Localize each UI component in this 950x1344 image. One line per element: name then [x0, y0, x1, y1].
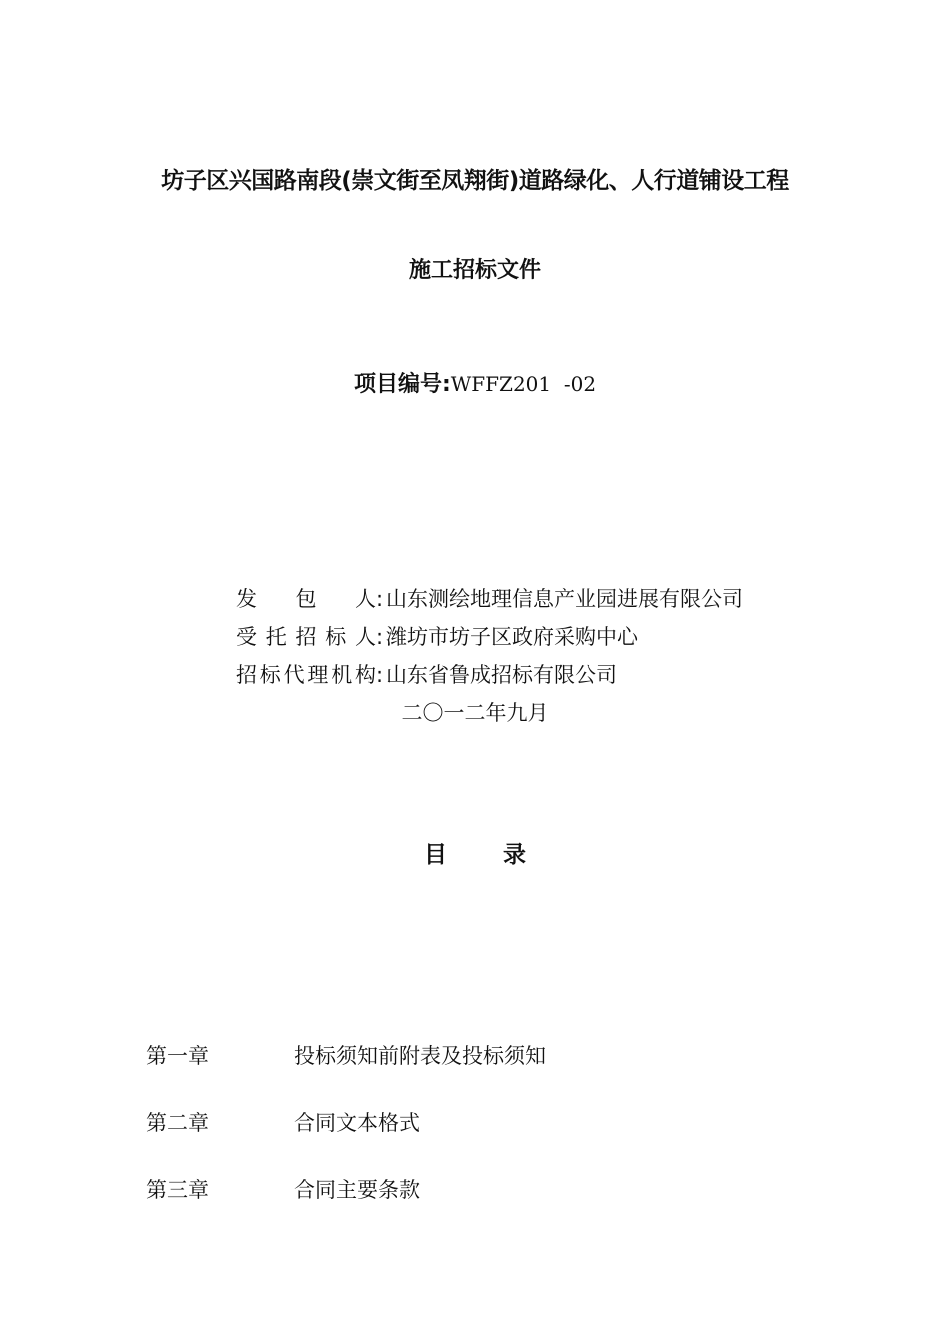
party-value: 山东省鲁成招标有限公司	[386, 663, 617, 687]
party-separator: :	[376, 663, 384, 687]
party-value: 潍坊市坊子区政府采购中心	[386, 625, 638, 649]
party-row-issuer	[236, 580, 743, 618]
party-label: 招标代理机构	[236, 663, 376, 687]
toc-item[interactable]	[146, 1174, 420, 1204]
project-number-label: 项目编号:	[353, 372, 451, 397]
toc-chapter: 第一章	[146, 1044, 209, 1068]
toc-chapter: 第三章	[146, 1178, 209, 1202]
party-label: 受托招标人	[236, 625, 376, 649]
parties-block	[236, 580, 743, 694]
project-number-value: WFFZ201 -02	[450, 372, 597, 396]
toc-heading-char: 录	[503, 842, 526, 868]
party-separator: :	[376, 587, 384, 611]
toc-heading	[424, 836, 526, 869]
party-row-agency	[236, 656, 743, 694]
document-title: 坊子区兴国路南段(崇文街至凤翔街)道路绿化、人行道铺设工程	[161, 168, 789, 194]
toc-item[interactable]	[146, 1040, 546, 1070]
document-subtitle: 施工招标文件	[408, 258, 541, 283]
toc-text: 投标须知前附表及投标须知	[294, 1044, 546, 1068]
toc-chapter: 第二章	[146, 1111, 209, 1135]
toc-text: 合同主要条款	[294, 1178, 420, 1202]
toc-text: 合同文本格式	[294, 1111, 420, 1135]
toc-heading-char: 目	[424, 842, 447, 868]
party-label: 发包人	[236, 587, 376, 611]
party-value: 山东测绘地理信息产业园进展有限公司	[386, 587, 743, 611]
party-separator: :	[376, 625, 384, 649]
toc-item[interactable]	[146, 1107, 420, 1137]
party-row-entrusted	[236, 618, 743, 656]
project-number	[0, 367, 950, 398]
document-date: 二〇一二年九月	[401, 701, 549, 725]
